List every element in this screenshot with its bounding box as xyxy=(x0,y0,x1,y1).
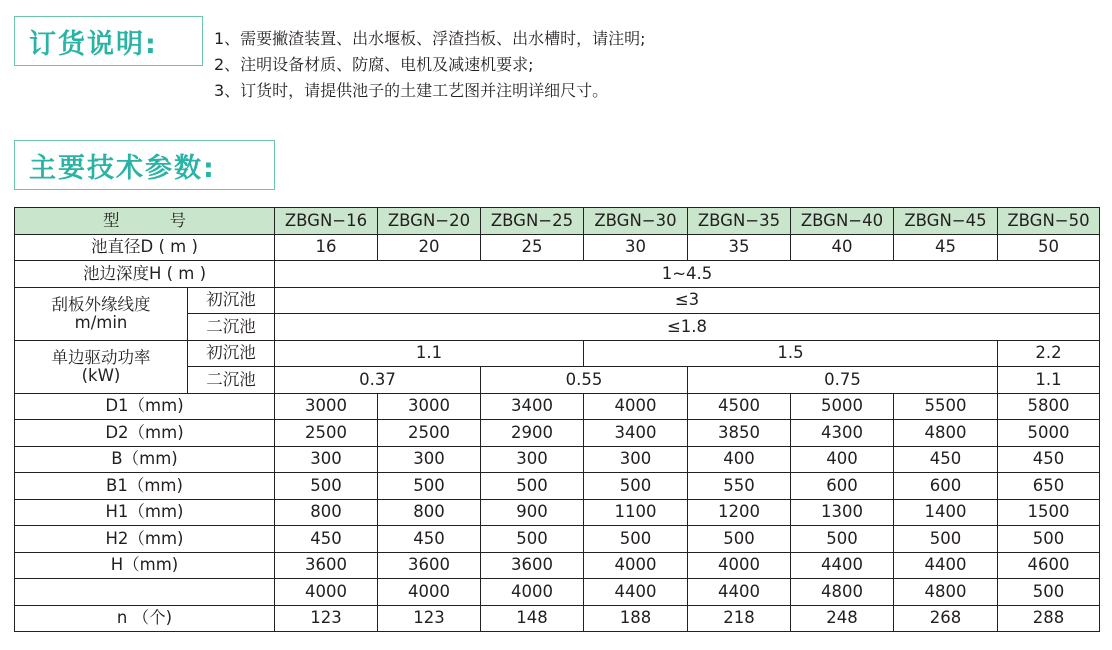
table-cell: 4800 xyxy=(791,579,894,606)
speed-label-line1: 刮板外缘线度 xyxy=(51,294,151,314)
table-cell: 500 xyxy=(791,526,894,553)
table-cell: 5500 xyxy=(894,393,998,420)
model-name: ZBGN−45 xyxy=(894,208,998,235)
row-label: H2（mm) xyxy=(15,526,275,553)
table-cell: 0.55 xyxy=(481,367,688,394)
table-row xyxy=(15,605,1100,632)
ordering-heading xyxy=(14,16,203,66)
power-label-line2: (kW) xyxy=(81,365,121,385)
table-row xyxy=(15,393,1100,420)
table-cell: 300 xyxy=(481,446,584,473)
table-cell: 1.1 xyxy=(998,367,1100,394)
table-row xyxy=(15,499,1100,526)
table-cell: 4400 xyxy=(688,579,791,606)
table-cell: 800 xyxy=(275,499,378,526)
table-cell: 4400 xyxy=(584,579,688,606)
table-cell: 500 xyxy=(688,526,791,553)
table-cell: 650 xyxy=(998,473,1100,500)
ordering-heading-text: 订货说明: xyxy=(29,28,158,60)
table-cell: 1400 xyxy=(894,499,998,526)
table-cell: 3600 xyxy=(378,552,481,579)
table-cell: 3000 xyxy=(275,393,378,420)
depth-value: 1~4.5 xyxy=(275,261,1100,288)
table-cell: 50 xyxy=(998,234,1100,261)
table-row xyxy=(15,526,1100,553)
table-cell: 4800 xyxy=(894,579,998,606)
table-cell: 123 xyxy=(275,605,378,632)
table-cell: 300 xyxy=(378,446,481,473)
depth-label: 池边深度H ( m ) xyxy=(15,261,275,288)
table-cell: 450 xyxy=(998,446,1100,473)
power-label-line1: 单边驱动功率 xyxy=(51,347,151,367)
speed-label-line2: m/min xyxy=(74,312,128,332)
speed-primary-label: 初沉池 xyxy=(188,287,275,314)
table-cell: 148 xyxy=(481,605,584,632)
table-cell: 3400 xyxy=(584,420,688,447)
row-label: B（mm) xyxy=(15,446,275,473)
table-cell: 3600 xyxy=(275,552,378,579)
table-cell: 550 xyxy=(688,473,791,500)
table-cell: 450 xyxy=(378,526,481,553)
table-cell: 600 xyxy=(791,473,894,500)
power-label xyxy=(15,340,188,393)
table-cell: 500 xyxy=(378,473,481,500)
table-cell: 4000 xyxy=(481,579,584,606)
speed-label xyxy=(15,287,188,340)
table-cell: 4000 xyxy=(688,552,791,579)
table-cell: 4400 xyxy=(791,552,894,579)
model-name: ZBGN−35 xyxy=(688,208,791,235)
table-cell: 4000 xyxy=(275,579,378,606)
table-cell: 900 xyxy=(481,499,584,526)
model-header-label: 型号 xyxy=(15,208,275,235)
table-cell: 4000 xyxy=(378,579,481,606)
table-row xyxy=(15,420,1100,447)
table-cell: 1.5 xyxy=(584,340,998,367)
row-label: n （个) xyxy=(15,605,275,632)
table-cell: 2.2 xyxy=(998,340,1100,367)
header-row xyxy=(15,208,1100,235)
model-name: ZBGN−16 xyxy=(275,208,378,235)
table-cell: 500 xyxy=(584,473,688,500)
table-cell: 500 xyxy=(481,473,584,500)
table-cell: 500 xyxy=(275,473,378,500)
table-row xyxy=(15,579,1100,606)
table-cell: 400 xyxy=(791,446,894,473)
table-cell: 30 xyxy=(584,234,688,261)
table-cell: 1300 xyxy=(791,499,894,526)
table-cell: 1.1 xyxy=(275,340,584,367)
table-cell: 500 xyxy=(481,526,584,553)
table-cell: 500 xyxy=(998,526,1100,553)
ordering-notes xyxy=(214,26,646,104)
table-cell: 450 xyxy=(894,446,998,473)
speed-primary-value: ≤3 xyxy=(275,287,1100,314)
model-name: ZBGN−20 xyxy=(378,208,481,235)
table-cell: 3000 xyxy=(378,393,481,420)
table-cell: 4800 xyxy=(894,420,998,447)
table-cell: 218 xyxy=(688,605,791,632)
table-cell: 2900 xyxy=(481,420,584,447)
table-cell: 800 xyxy=(378,499,481,526)
row-label: D2（mm) xyxy=(15,420,275,447)
table-row xyxy=(15,473,1100,500)
power-row-primary xyxy=(15,340,1100,367)
table-cell: 1100 xyxy=(584,499,688,526)
table-cell: 1200 xyxy=(688,499,791,526)
ordering-note: 2、注明设备材质、防腐、电机及减速机要求; xyxy=(214,55,534,74)
diameter-label: 池直径D ( m ) xyxy=(15,234,275,261)
params-heading xyxy=(14,140,275,190)
table-cell: 400 xyxy=(688,446,791,473)
row-label xyxy=(15,579,275,606)
spec-table xyxy=(14,207,1100,632)
model-name: ZBGN−40 xyxy=(791,208,894,235)
table-row xyxy=(15,446,1100,473)
table-cell: 3600 xyxy=(481,552,584,579)
table-cell: 450 xyxy=(275,526,378,553)
table-cell: 600 xyxy=(894,473,998,500)
model-name: ZBGN−50 xyxy=(998,208,1100,235)
row-label: B1（mm) xyxy=(15,473,275,500)
table-cell: 25 xyxy=(481,234,584,261)
table-cell: 40 xyxy=(791,234,894,261)
table-cell: 16 xyxy=(275,234,378,261)
table-cell: 3400 xyxy=(481,393,584,420)
table-cell: 248 xyxy=(791,605,894,632)
table-cell: 123 xyxy=(378,605,481,632)
speed-row-primary xyxy=(15,287,1100,314)
table-cell: 5800 xyxy=(998,393,1100,420)
dimension-rows xyxy=(15,393,1100,632)
power-secondary-label: 二沉池 xyxy=(188,367,275,394)
speed-secondary-value: ≤1.8 xyxy=(275,314,1100,341)
table-cell: 2500 xyxy=(275,420,378,447)
table-cell: 4500 xyxy=(688,393,791,420)
table-cell: 300 xyxy=(584,446,688,473)
table-cell: 20 xyxy=(378,234,481,261)
table-cell: 0.75 xyxy=(688,367,998,394)
row-label: D1（mm) xyxy=(15,393,275,420)
row-label: H1（mm) xyxy=(15,499,275,526)
table-cell: 4400 xyxy=(894,552,998,579)
table-cell: 35 xyxy=(688,234,791,261)
table-cell: 2500 xyxy=(378,420,481,447)
speed-secondary-label: 二沉池 xyxy=(188,314,275,341)
table-cell: 300 xyxy=(275,446,378,473)
table-cell: 4000 xyxy=(584,393,688,420)
table-cell: 45 xyxy=(894,234,998,261)
table-cell: 3850 xyxy=(688,420,791,447)
table-cell: 268 xyxy=(894,605,998,632)
depth-row xyxy=(15,261,1100,288)
model-name: ZBGN−25 xyxy=(481,208,584,235)
ordering-note: 1、需要撇渣装置、出水堰板、浮渣挡板、出水槽时，请注明; xyxy=(214,29,646,48)
model-name: ZBGN−30 xyxy=(584,208,688,235)
row-label: H（mm) xyxy=(15,552,275,579)
table-row xyxy=(15,552,1100,579)
params-heading-text: 主要技术参数: xyxy=(29,152,216,184)
table-cell: 188 xyxy=(584,605,688,632)
table-cell: 5000 xyxy=(998,420,1100,447)
table-cell: 500 xyxy=(584,526,688,553)
table-cell: 500 xyxy=(894,526,998,553)
table-cell: 500 xyxy=(998,579,1100,606)
ordering-note: 3、订货时，请提供池子的土建工艺图并注明详细尺寸。 xyxy=(214,81,609,100)
table-cell: 4000 xyxy=(584,552,688,579)
table-cell: 4300 xyxy=(791,420,894,447)
table-cell: 0.37 xyxy=(275,367,481,394)
table-cell: 5000 xyxy=(791,393,894,420)
diameter-row xyxy=(15,234,1100,261)
table-cell: 288 xyxy=(998,605,1100,632)
table-cell: 1500 xyxy=(998,499,1100,526)
power-primary-label: 初沉池 xyxy=(188,340,275,367)
table-cell: 4600 xyxy=(998,552,1100,579)
